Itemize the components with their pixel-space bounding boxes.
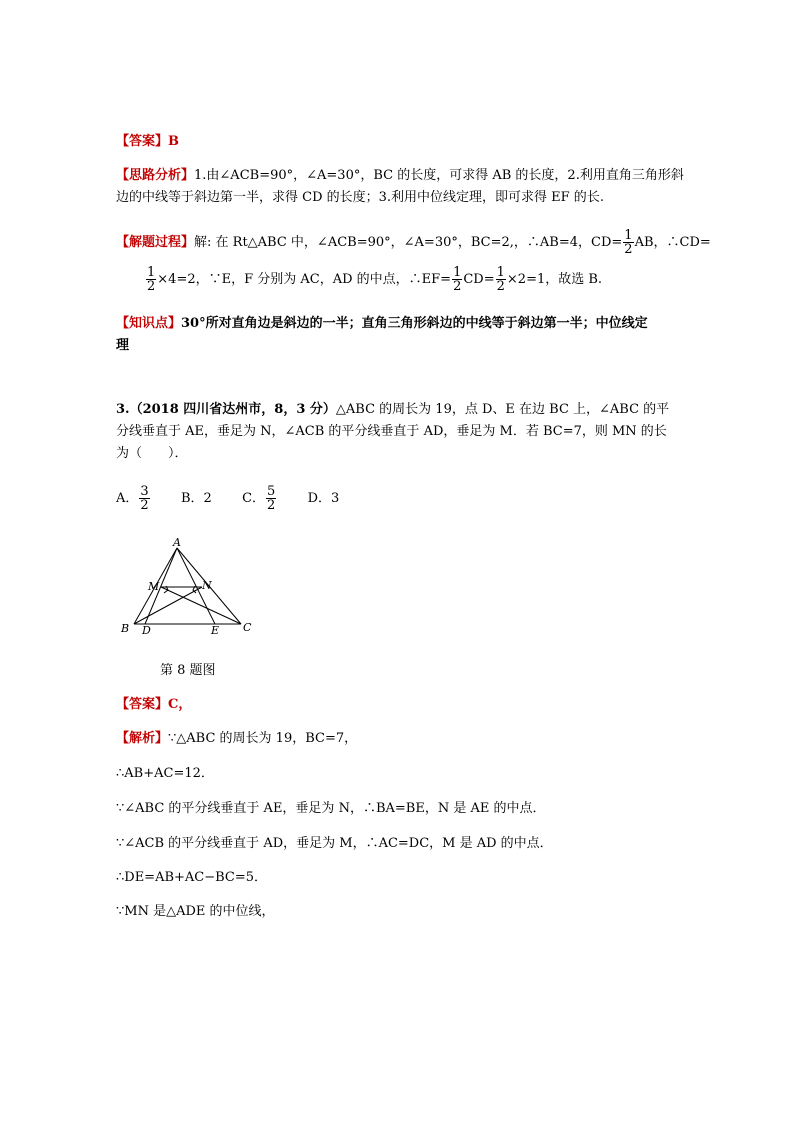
solution-line-2 [145, 266, 602, 293]
solution-text-1a: 解: 在 Rt△ABC 中，∠ACB=90°，∠A=30°，BC=2,，∴AB=4，CD= [194, 235, 623, 250]
triangle-figure [115, 534, 265, 640]
answer-value: B [168, 134, 180, 149]
q3-solution-line-2: ∴AB+AC=12． [116, 766, 214, 781]
analysis-text-1: 1.由∠ACB=90°，∠A=30°，BC 的长度，可求得 AB 的长度，2.利用直角三角形斜 [194, 168, 684, 183]
q3-answer-label: 【答案】 [116, 697, 169, 712]
question-source: （2018 四川省达州市，8，3 分） [129, 402, 336, 417]
q3-solution-text-1: ∵△ABC 的周长为 19，BC=7， [168, 731, 358, 746]
solution-text-2a: ×4=2，∵E，F 分别为 AC，AD 的中点，∴EF= [157, 272, 452, 287]
q3-solution-label: 【解析】 [116, 731, 169, 746]
knowledge-line-2: 理 [116, 338, 130, 353]
question-stem-line-1 [116, 401, 669, 419]
label-m: M [148, 580, 160, 593]
solution-text-2c: ×2=1，故选 B. [506, 272, 603, 287]
question-stem-line-2: 分线垂直于 AE，垂足为 N，∠ACB 的平分线垂直于 AD，垂足为 M．若 BC=7，则 MN 的长 [116, 424, 667, 439]
q3-solution-line-5: ∴DE=AB+AC−BC=5． [116, 870, 268, 885]
q3-solution-line-6: ∵MN 是△ADE 的中位线， [116, 904, 275, 919]
solution-label: 【解题过程】 [116, 235, 195, 250]
knowledge-label: 【知识点】 [116, 316, 182, 331]
option-c: C． $\frac{5}{2}$ [242, 484, 276, 513]
label-n: N [202, 579, 212, 592]
analysis-line-2: 边的中线等于斜边第一半，求得 CD 的长度；3.利用中位线定理，即可求得 EF 的长. [116, 190, 604, 205]
q3-solution-line-1 [116, 730, 357, 748]
label-a: A [173, 536, 181, 549]
q3-solution-line-3: ∵∠ABC 的平分线垂直于 AE，垂足为 N，∴BA=BE，N 是 AE 的中点． [116, 801, 546, 816]
label-b: B [121, 622, 130, 635]
segment-cm [161, 587, 241, 624]
label-e: E [211, 624, 220, 637]
fraction-half: $\frac{1}{2}$ [624, 228, 633, 257]
question-stem-line-3: 为（ ）． [116, 446, 188, 461]
q3-answer-value: C， [168, 697, 192, 712]
label-c: C [243, 621, 252, 634]
solution-text-2b: CD= [463, 272, 495, 287]
q3-answer-line [116, 696, 191, 714]
question-number: 3. [116, 402, 130, 417]
knowledge-line-1 [116, 315, 648, 333]
figure-caption: 第 8 题图 [160, 663, 216, 678]
answer-label: 【答案】 [116, 134, 169, 149]
fraction-half: $\frac{1}{2}$ [453, 265, 462, 294]
fraction-half: $\frac{1}{2}$ [496, 265, 505, 294]
option-b: B．2 [180, 491, 212, 506]
solution-text-1b: AB，∴CD= [634, 235, 711, 250]
analysis-label: 【思路分析】 [116, 168, 195, 183]
answer-line [116, 133, 179, 151]
knowledge-text-1: 30°所对直角边是斜边的一半；直角三角形斜边的中线等于斜边第一半；中位线定 [181, 316, 648, 331]
question-stem-text-1: △ABC 的周长为 19，点 D、E 在边 BC 上，∠ABC 的平 [335, 402, 670, 417]
q3-solution-line-4: ∵∠ACB 的平分线垂直于 AD，垂足为 M，∴AC=DC，M 是 AD 的中点． [116, 836, 553, 851]
solution-line-1 [116, 229, 711, 256]
analysis-line-1 [116, 167, 684, 185]
options-line [116, 485, 339, 512]
option-d: D．3 [307, 491, 340, 506]
option-a: A． $\frac{3}{2}$ [116, 484, 149, 513]
fraction-half: $\frac{1}{2}$ [147, 265, 156, 294]
label-d: D [142, 624, 151, 637]
